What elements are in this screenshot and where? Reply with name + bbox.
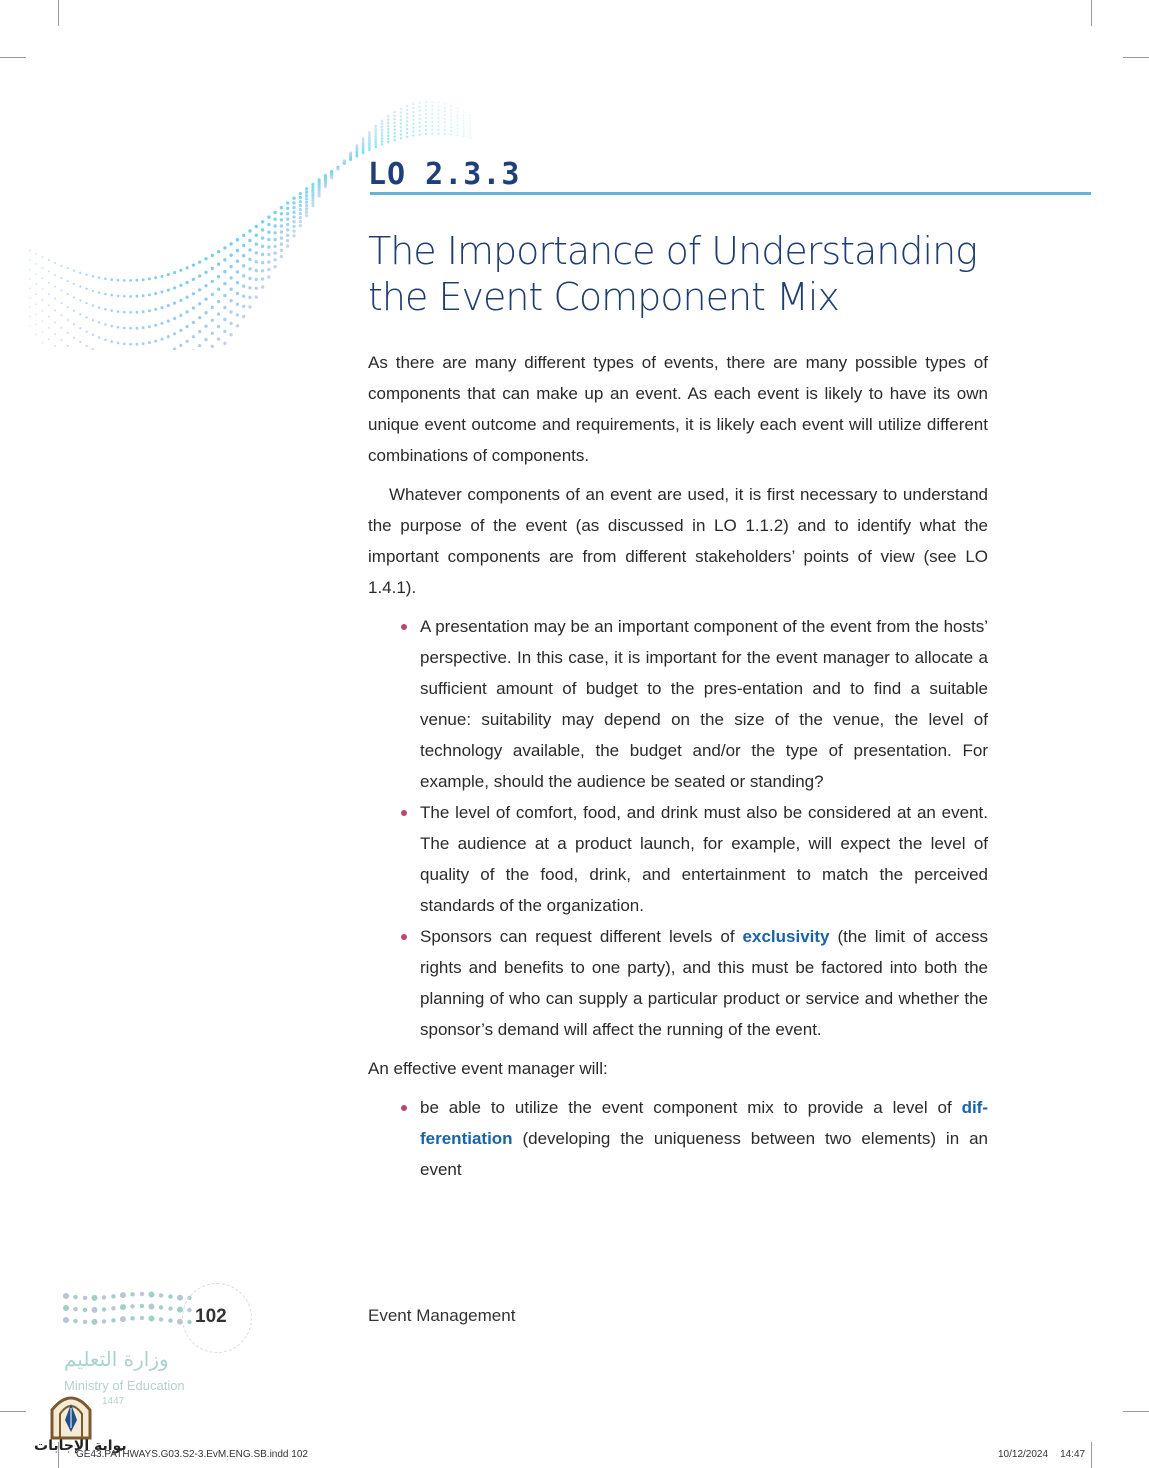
slug-date: 10/12/2024 [998, 1449, 1049, 1460]
crop-mark [0, 1411, 26, 1412]
ministry-name-arabic: وزارة التعليم [64, 1347, 169, 1371]
bullet-text: (developing the uniqueness between two elements) in an event [420, 1129, 988, 1179]
bullet-item-comfort: The level of comfort, food, and drink must also be considered at an event. The audience at a product launch, for example, will expect the level of quality of the food, drink, and entertainment to match the perceived standards of the organization. [420, 797, 988, 921]
bullet-list-2 [368, 1092, 988, 1185]
crop-mark [58, 0, 59, 26]
lo-label: LO 2.3.3 [368, 157, 521, 192]
page-title [368, 228, 1008, 320]
title-line-1: The Importance of Understanding [368, 229, 977, 273]
bullet-list-1 [368, 611, 988, 1045]
ministry-year: 1447 [102, 1396, 125, 1407]
paragraph-1: As there are many different types of events, there are many possible types of components that can make up an event. As each event is likely to have its own unique event outcome and requirements, it is likely each event will utilize different combinations of components. [368, 353, 988, 465]
keyword-differentiation: dif-ferentiation [420, 1098, 988, 1148]
gate-logo-icon [46, 1388, 96, 1440]
paragraph-2: Whatever components of an event are used, it is first necessary to understand the purpose of the event (as discussed in LO 1.1.2) and to identify what the important components are from different stakeholders’ points of view (see LO 1.4.1). [368, 485, 988, 597]
crop-mark [1123, 57, 1149, 58]
ministry-logo-dots [60, 1288, 200, 1333]
ministry-name-english: Ministry of Education [64, 1378, 185, 1393]
paragraph-3: An effective event manager will: [368, 1059, 608, 1078]
brand-watermark: بوابة الإجابات [34, 1438, 127, 1454]
crop-mark [0, 57, 26, 58]
body-text [368, 347, 988, 1193]
page-number: 102 [195, 1306, 227, 1327]
bullet-text: (the limit of access rights and benefits to one party), and this must be factored into both the planning of who can supply a particular product or service and whether the sponsor’s demand will affect the running of the event. [420, 927, 988, 1039]
bullet-item-sponsors [420, 921, 988, 1045]
book-title: Event Management [368, 1306, 516, 1325]
header-rule [370, 192, 1091, 195]
print-slug-file: GE43.PATHWAYS.G03.S2-3.EvM.ENG.SB.indd 102 [76, 1449, 308, 1460]
bullet-text: Sponsors can request different levels of [420, 927, 743, 946]
crop-mark [1091, 1442, 1092, 1468]
keyword-exclusivity: exclusivity [742, 927, 830, 946]
print-slug-datetime [998, 1449, 1085, 1460]
crop-mark [1123, 1411, 1149, 1412]
title-line-2: the Event Component Mix [368, 275, 839, 319]
bullet-text: be able to utilize the event component mix to provide a level of [420, 1098, 962, 1117]
bullet-item-differentiation [420, 1092, 988, 1185]
slug-time: 14:47 [1060, 1449, 1086, 1460]
bullet-item-presentation: A presentation may be an important component of the event from the hosts’ perspective. In this case, it is important for the event manager to allocate a sufficient amount of budget to the pres-entation and to find a suitable venue: suitability may depend on the size of the venue, the level of technology available, the budget and/or the type of presentation. For example, should the audience be seated or standing? [420, 611, 988, 797]
crop-mark [1091, 0, 1092, 26]
